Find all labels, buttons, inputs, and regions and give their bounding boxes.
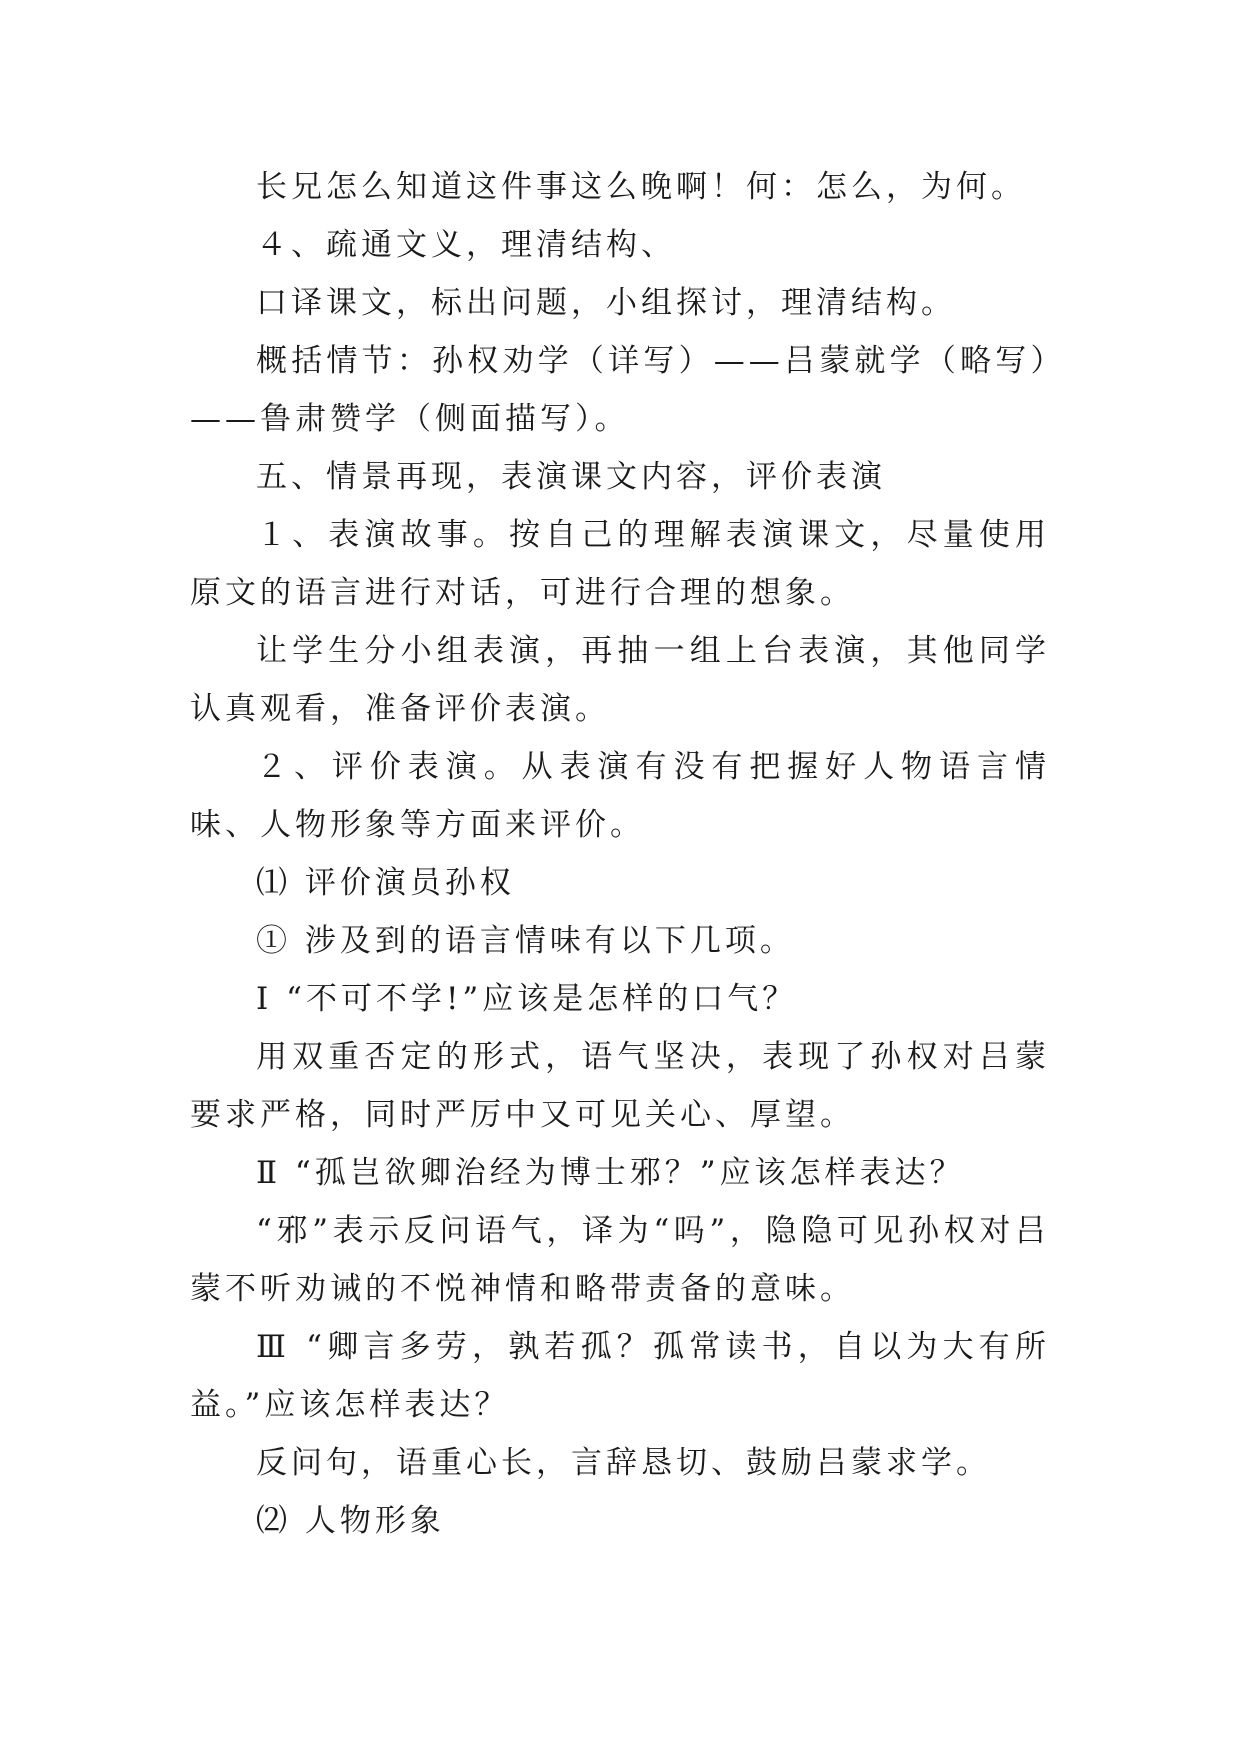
- question-1: Ⅰ “不可不学!”应该是怎样的口气？: [256, 981, 798, 1017]
- paragraph-3: 口译课文，标出问题，小组探讨，理清结构。: [256, 285, 956, 321]
- answer-1: 用双重否定的形式，语气坚决，表现了孙权对吕蒙要求严格，同时严厉中又可见关心、厚望。: [190, 1039, 1050, 1133]
- document-body: [190, 158, 1050, 1550]
- answer-2: “邪”表示反问语气，译为“吗”，隐隐可见孙权对吕蒙不听劝诫的不悦神情和略带责备的意味。: [190, 1213, 1050, 1307]
- sub-heading-2: ⑵ 人物形象: [256, 1503, 445, 1539]
- paragraph-4: 概括情节：孙权劝学（详写）——吕蒙就学（略写）——鲁肃赞学（侧面描写）。: [190, 343, 1050, 437]
- question-3: Ⅲ “卿言多劳，孰若孤？孤常读书，自以为大有所益。”应该怎样表达？: [190, 1329, 1050, 1423]
- paragraph-7: 让学生分小组表演，再抽一组上台表演，其他同学认真观看，准备评价表演。: [190, 633, 1050, 727]
- list-item-1: ① 涉及到的语言情味有以下几项。: [256, 923, 795, 959]
- paragraph-2: ４、疏通文义，理清结构、: [256, 227, 676, 263]
- paragraph-1: 长兄怎么知道这件事这么晚啊！何：怎么，为何。: [256, 169, 1026, 205]
- paragraph-8: ２、评价表演。从表演有没有把握好人物语言情味、人物形象等方面来评价。: [190, 749, 1050, 843]
- paragraph-6: １、表演故事。按自己的理解表演课文，尽量使用原文的语言进行对话，可进行合理的想象。: [190, 517, 1050, 611]
- question-2: Ⅱ “孤岂欲卿治经为博士邪？”应该怎样表达？: [256, 1155, 965, 1191]
- section-heading-5: 五、情景再现，表演课文内容，评价表演: [256, 459, 886, 495]
- answer-3: 反问句，语重心长，言辞恳切、鼓励吕蒙求学。: [256, 1445, 991, 1481]
- sub-heading-1: ⑴ 评价演员孙权: [256, 865, 515, 901]
